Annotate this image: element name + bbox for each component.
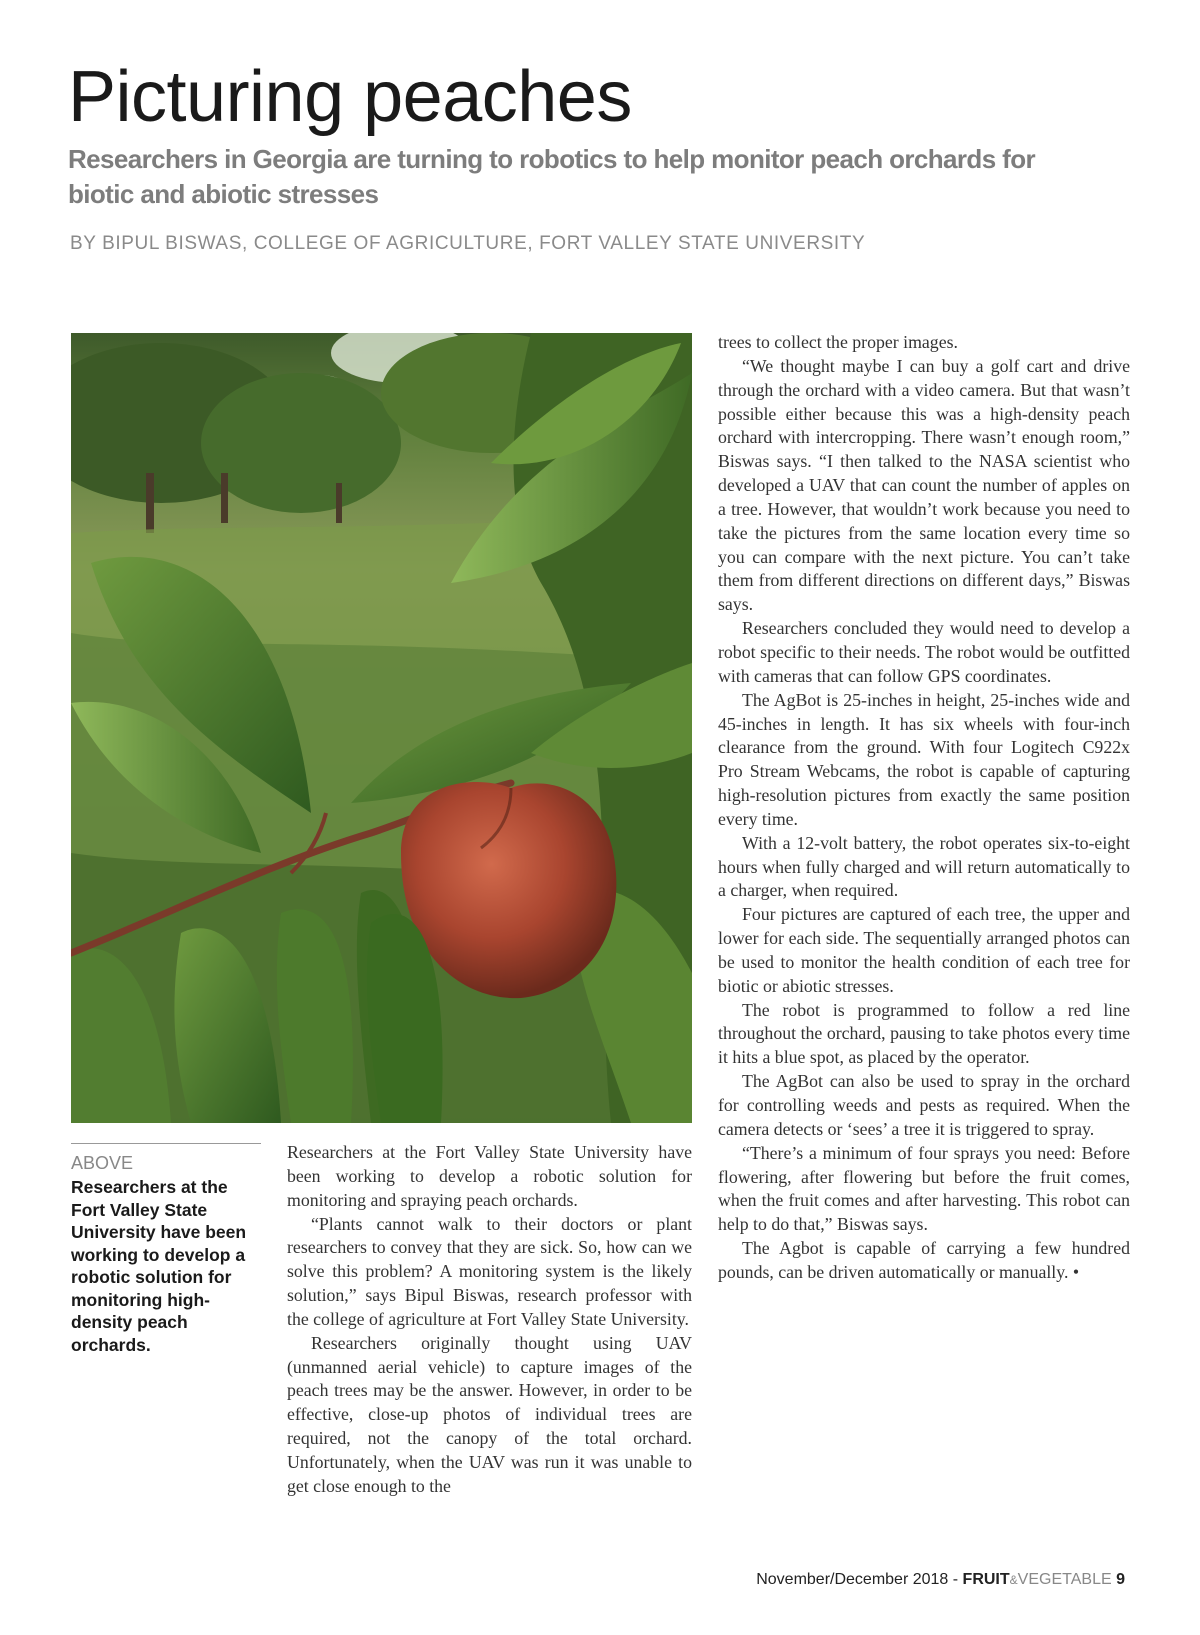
paragraph: With a 12-volt battery, the robot operates six-to-eight hours when fully charged and will return automatically to a charger, when required.: [718, 832, 1130, 901]
article-title: Picturing peaches: [68, 57, 632, 137]
paragraph: The robot is programmed to follow a red line throughout the orchard, pausing to take photos every time it hits a blue spot, as placed by the operator.: [718, 999, 1130, 1068]
article-byline: BY BIPUL BISWAS, COLLEGE OF AGRICULTURE, FORT VALLEY STATE UNIVERSITY: [70, 233, 866, 254]
paragraph: Four pictures are captured of each tree, the upper and lower for each side. The sequentially arranged photos can be used to monitor the health condition of each tree for biotic or abiotic stresses.: [718, 904, 1130, 996]
peach-photo: [71, 333, 692, 1123]
paragraph: The Agbot is capable of carrying a few hundred pounds, can be driven automatically or manually. •: [718, 1238, 1130, 1282]
peach-photo-illustration: [71, 333, 692, 1123]
paragraph: “There’s a minimum of four sprays you need: Before flowering, after flowering but before the fruit comes, when the fruit comes and after harvesting. This robot can help to do that,” Biswas says.: [718, 1142, 1130, 1235]
paragraph: “Plants cannot walk to their doctors or plant researchers to convey that they are sick. So, how can we solve this problem? A monitoring system is the likely solution,” says Bipul Biswas, research professor with the college of agriculture at Fort Valley State University.: [287, 1213, 692, 1329]
paragraph: The AgBot can also be used to spray in the orchard for controlling weeds and pests as required. When the camera detects or ‘sees’ a tree it is triggered to spray.: [718, 1071, 1130, 1139]
paragraph: trees to collect the proper images.: [718, 332, 958, 352]
paragraph: The AgBot is 25-inches in height, 25-inches wide and 45-inches in length. It has six wheels with four-inch clearance from the ground. With four Logitech C922x Pro Stream Webcams, the robot is capable of capturing high-resolution pictures from exactly the same position every time.: [718, 689, 1130, 829]
footer-brand-amp: &: [1009, 1573, 1018, 1587]
photo-caption: [71, 1143, 261, 1356]
footer-brand-vegetable: VEGETABLE: [1017, 1571, 1112, 1588]
paragraph: Researchers originally thought using UAV (unmanned aerial vehicle) to capture images of the peach trees may be the answer. However, in order to be effective, close-up photos of individual trees are required, not the canopy of the total orchard. Unfortunately, when the UAV was run it was unable to get close enough to the: [287, 1332, 692, 1496]
caption-text: Researchers at the Fort Valley State University have been working to develop a robotic solution for monitoring high-density peach orchards.: [71, 1177, 247, 1355]
article-column-2: [718, 331, 1130, 1285]
paragraph: “We thought maybe I can buy a golf cart and drive through the orchard with a video camera. But that wasn’t possible either because this was a high-density peach orchard with intercropping. There wasn’t enough room,” Biswas says. “I then talked to the NASA scientist who developed a UAV that can count the number of apples on a tree. However, that wouldn’t work because you need to take the pictures from the same location every time so you can compare with the next picture. You can’t take them from different directions on different days,” Biswas says.: [718, 355, 1130, 615]
paragraph: Researchers at the Fort Valley State University have been working to develop a robotic solution for monitoring and spraying peach orchards.: [287, 1142, 692, 1210]
page-number: 9: [1116, 1571, 1125, 1588]
paragraph: Researchers concluded they would need to develop a robot specific to their needs. The robot would be outfitted with cameras that can follow GPS coordinates.: [718, 618, 1130, 686]
footer-issue: November/December 2018 -: [756, 1571, 959, 1588]
article-subtitle: Researchers in Georgia are turning to robotics to help monitor peach orchards for biotic and abiotic stresses: [68, 144, 1036, 209]
footer-brand-fruit: FRUIT: [962, 1571, 1010, 1588]
article-column-1: [287, 1141, 692, 1499]
page-footer: [756, 1570, 1125, 1590]
caption-label: ABOVE: [71, 1153, 134, 1173]
